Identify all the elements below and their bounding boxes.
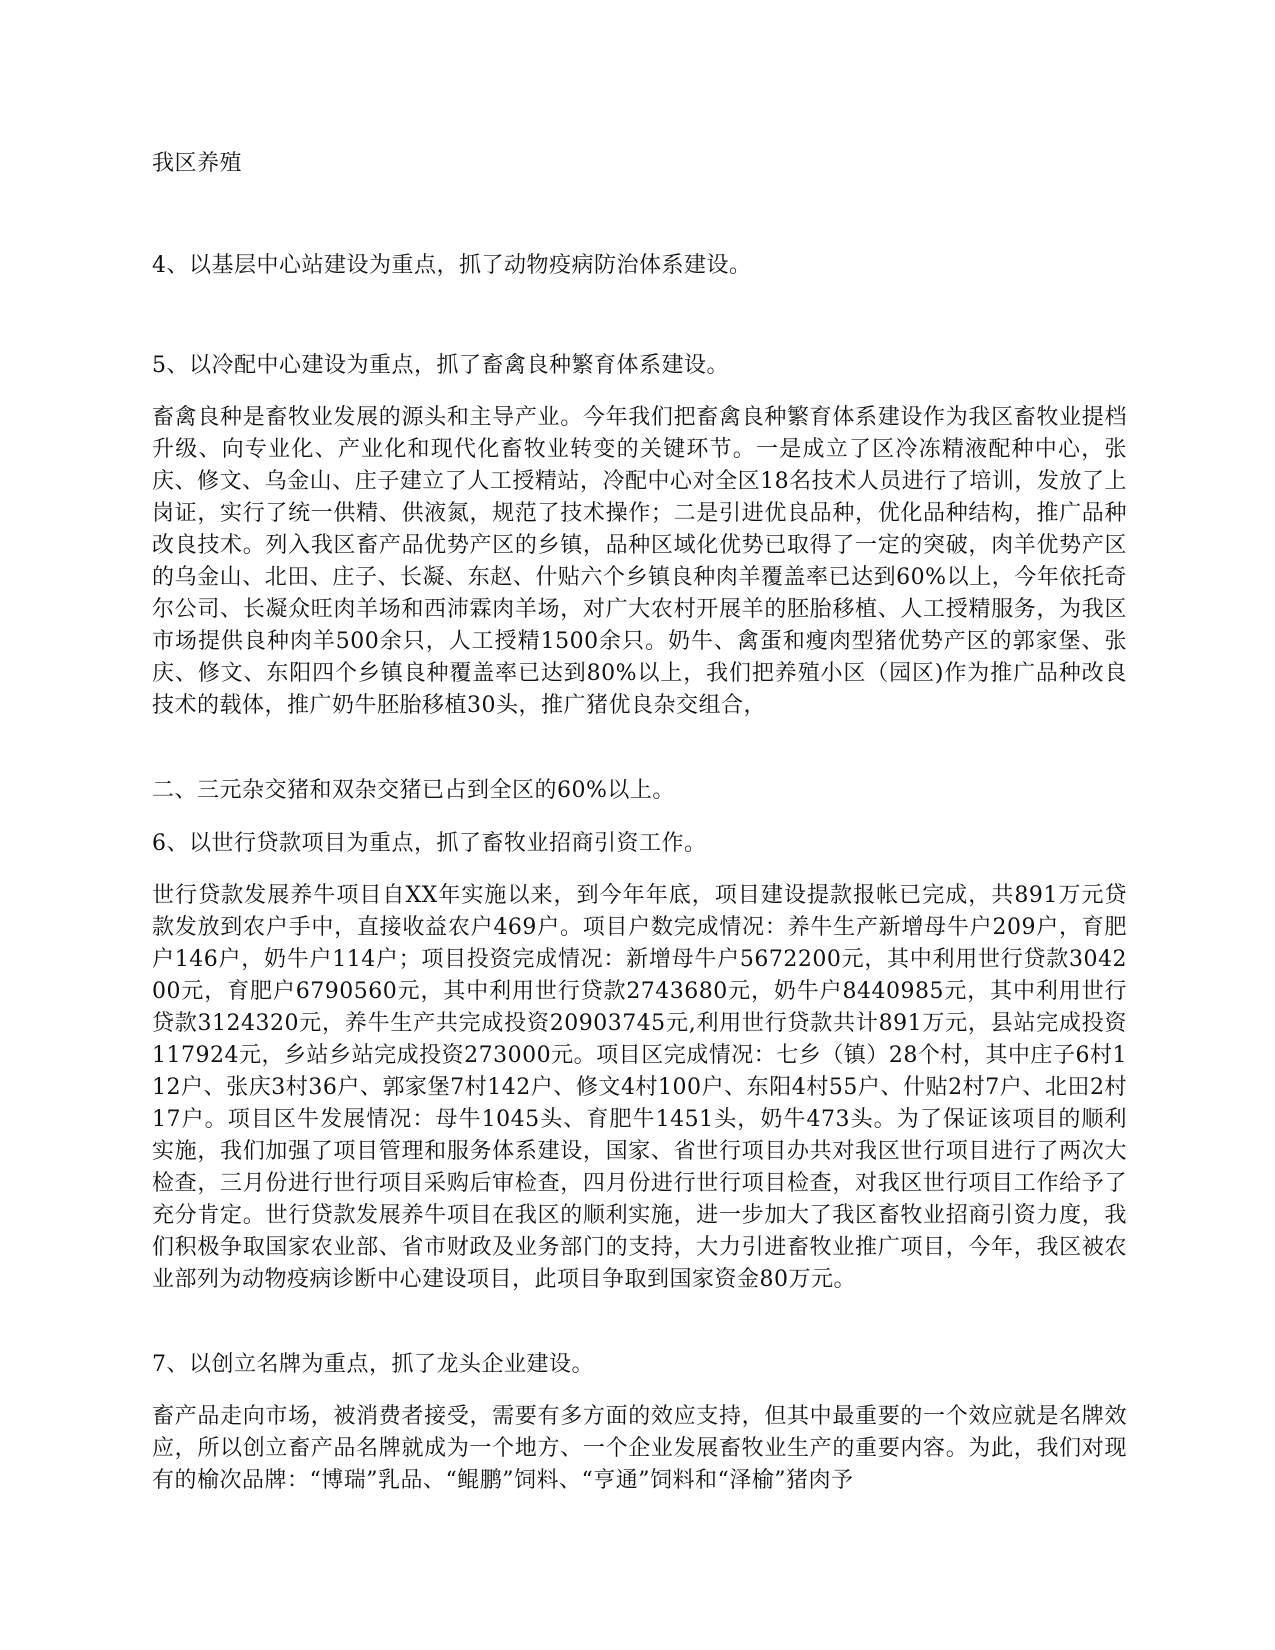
heading-item-7: 7、以创立名牌为重点，抓了龙头企业建设。 bbox=[152, 1352, 594, 1377]
paragraph-crossbred-pigs: 二、三元杂交猪和双杂交猪已占到全区的60%以上。 bbox=[152, 778, 675, 803]
paragraph-brand-building: 畜产品走向市场，被消费者接受，需要有多方面的效应支持，但其中最重要的一个效应就是名牌效应，所以创立畜产品名牌就成为一个地方、一个企业发展畜牧业生产的重要内容。为此，我们对现有的榆次品牌：“博瑞”乳品、“鲲鹏”饲料、“亨通”饲料和“泽榆”猪肉予 bbox=[152, 1404, 1127, 1493]
heading-item-5: 5、以冷配中心建设为重点，抓了畜禽良种繁育体系建设。 bbox=[152, 353, 729, 378]
paragraph-intro-fragment: 我区养殖 bbox=[152, 151, 243, 176]
heading-item-6: 6、以世行贷款项目为重点，抓了畜牧业招商引资工作。 bbox=[152, 831, 707, 856]
paragraph-breeding-system: 畜禽良种是畜牧业发展的源头和主导产业。今年我们把畜禽良种繁育体系建设作为我区畜牧业提档升级、向专业化、产业化和现代化畜牧业转变的关键环节。一是成立了区冷冻精液配种中心，张庆、修文、乌金山、庄子建立了人工授精站，冷配中心对全区18名技术人员进行了培训，发放了上岗证，实行了统一供精、供液氮，规范了技术操作；二是引进优良品种，优化品种结构，推广品种改良技术。列入我区畜产品优势产区的乡镇，品种区域化优势已取得了一定的突破，肉羊优势产区的乌金山、北田、庄子、长凝、东赵、什贴六个乡镇良种肉羊覆盖率已达到60%以上，今年依托奇尔公司、长凝众旺肉羊场和西沛霖肉羊场，对广大农村开展羊的胚胎移植、人工授精服务，为我区市场提供良种肉羊500余只，人工授精1500余只。奶牛、禽蛋和瘦肉型猪优势产区的郭家堡、张庆、修文、东阳四个乡镇良种覆盖率已达到80%以上，我们把养殖小区（园区)作为推广品种改良技术的载体，推广奶牛胚胎移植30头，推广猪优良杂交组合， bbox=[152, 405, 1127, 718]
paragraph-world-bank-project: 世行贷款发展养牛项目自XX年实施以来，到今年年底，项目建设提款报帐已完成，共891万元贷款发放到农户手中，直接收益农户469户。项目户数完成情况：养牛生产新增母牛户209户，育肥户146户，奶牛户114户；项目投资完成情况：新增母牛户5672200元，其中利用世行贷款304200元，育肥户6790560元，其中利用世行贷款2743680元，奶牛户8440985元，其中利用世行贷款3124320元，养牛生产共完成投资20903745元,利用世行贷款共计891万元，县站完成投资117924元，乡站乡站完成投资273000元。项目区完成情况：七乡（镇）28个村，其中庄子6村112户、张庆3村36户、郭家堡7村142户、修文4村100户、东阳4村55户、什贴2村7户、北田2村17户。项目区牛发展情况：母牛1045头、育肥牛1451头，奶牛473头。为了保证该项目的顺利实施，我们加强了项目管理和服务体系建设，国家、省世行项目办共对我区世行项目进行了两次大检查，三月份进行世行项目采购后审检查，四月份进行世行项目检查，对我区世行项目工作给予了充分肯定。世行贷款发展养牛项目在我区的顺利实施，进一步加大了我区畜牧业招商引资力度，我们积极争取国家农业部、省市财政及业务部门的支持，大力引进畜牧业推广项目，今年，我区被农业部列为动物疫病诊断中心建设项目，此项目争取到国家资金80万元。 bbox=[152, 883, 1127, 1292]
heading-item-4: 4、以基层中心站建设为重点，抓了动物疫病防治体系建设。 bbox=[152, 253, 752, 278]
